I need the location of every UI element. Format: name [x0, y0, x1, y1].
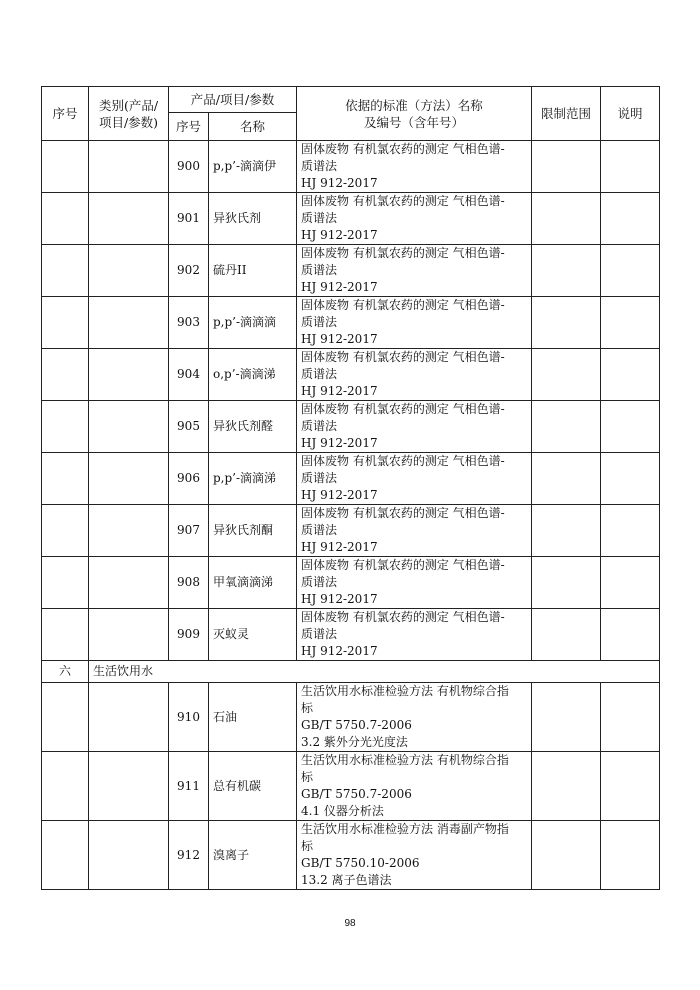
standard-line: 标	[301, 839, 314, 853]
standard-line: 固体废物 有机氯农药的测定 气相色谱-	[301, 142, 505, 156]
row-seq-cell	[42, 349, 89, 401]
item-standard	[297, 557, 532, 609]
item-standard	[297, 821, 532, 890]
standards-table	[41, 86, 660, 890]
item-name: p,p’-滴滴滴	[209, 297, 297, 349]
item-number: 908	[169, 557, 209, 609]
item-name: 石油	[209, 683, 297, 752]
item-standard	[297, 683, 532, 752]
row-category-cell	[89, 141, 169, 193]
standard-line: HJ 912-2017	[301, 176, 378, 190]
item-limit	[532, 821, 601, 890]
row-seq-cell	[42, 557, 89, 609]
item-standard	[297, 297, 532, 349]
table-row	[42, 752, 660, 821]
item-limit	[532, 349, 601, 401]
item-name: 灭蚁灵	[209, 609, 297, 661]
item-standard	[297, 752, 532, 821]
standard-line: HJ 912-2017	[301, 488, 378, 502]
item-note	[601, 245, 660, 297]
item-number: 905	[169, 401, 209, 453]
row-category-cell	[89, 193, 169, 245]
standard-line: HJ 912-2017	[301, 644, 378, 658]
row-seq-cell	[42, 821, 89, 890]
row-seq-cell	[42, 297, 89, 349]
item-number: 906	[169, 453, 209, 505]
standard-line: 4.1 仪器分析法	[301, 804, 384, 818]
table-row	[42, 349, 660, 401]
item-number: 903	[169, 297, 209, 349]
row-category-cell	[89, 245, 169, 297]
item-note	[601, 752, 660, 821]
item-limit	[532, 505, 601, 557]
standard-line: 3.2 紫外分光光度法	[301, 735, 408, 749]
standard-line: 固体废物 有机氯农药的测定 气相色谱-	[301, 298, 505, 312]
standard-line: 固体废物 有机氯农药的测定 气相色谱-	[301, 402, 505, 416]
row-seq-cell	[42, 401, 89, 453]
header-product-group: 产品/项目/参数	[169, 87, 297, 113]
standard-line: 标	[301, 701, 314, 715]
header-category: 类别(产品/项目/参数)	[89, 87, 169, 141]
table-row	[42, 505, 660, 557]
item-number: 910	[169, 683, 209, 752]
standard-line: 固体废物 有机氯农药的测定 气相色谱-	[301, 454, 505, 468]
item-standard	[297, 453, 532, 505]
row-seq-cell	[42, 453, 89, 505]
item-name: 异狄氏剂酮	[209, 505, 297, 557]
table-row	[42, 297, 660, 349]
row-category-cell	[89, 821, 169, 890]
row-seq-cell	[42, 245, 89, 297]
item-number: 911	[169, 752, 209, 821]
row-category-cell	[89, 453, 169, 505]
item-note	[601, 609, 660, 661]
row-seq-cell	[42, 193, 89, 245]
page-number: 98	[344, 918, 356, 929]
standard-line: 固体废物 有机氯农药的测定 气相色谱-	[301, 558, 505, 572]
standard-line: HJ 912-2017	[301, 540, 378, 554]
item-note	[601, 505, 660, 557]
standard-line: HJ 912-2017	[301, 332, 378, 346]
item-standard	[297, 401, 532, 453]
standard-line: 质谱法	[301, 367, 338, 381]
row-seq-cell	[42, 609, 89, 661]
standard-line: 生活饮用水标准检验方法 有机物综合指	[301, 684, 509, 698]
item-note	[601, 193, 660, 245]
table-row	[42, 453, 660, 505]
row-seq-cell	[42, 141, 89, 193]
item-name: 异狄氏剂	[209, 193, 297, 245]
standard-line: 生活饮用水标准检验方法 消毒副产物指	[301, 822, 509, 836]
item-name: 硫丹II	[209, 245, 297, 297]
standard-line: 固体废物 有机氯农药的测定 气相色谱-	[301, 246, 505, 260]
standard-line: 质谱法	[301, 419, 338, 433]
item-name: 甲氧滴滴涕	[209, 557, 297, 609]
row-category-cell	[89, 349, 169, 401]
standard-line: GB/T 5750.7-2006	[301, 718, 412, 732]
item-number: 902	[169, 245, 209, 297]
item-number: 900	[169, 141, 209, 193]
item-name: p,p’-滴滴伊	[209, 141, 297, 193]
standard-line: 质谱法	[301, 211, 338, 225]
item-limit	[532, 193, 601, 245]
table-row	[42, 401, 660, 453]
item-note	[601, 401, 660, 453]
item-note	[601, 349, 660, 401]
item-limit	[532, 683, 601, 752]
item-limit	[532, 245, 601, 297]
item-standard	[297, 193, 532, 245]
item-standard	[297, 245, 532, 297]
standard-line: 标	[301, 770, 314, 784]
item-note	[601, 821, 660, 890]
item-note	[601, 557, 660, 609]
row-category-cell	[89, 609, 169, 661]
standard-line: GB/T 5750.7-2006	[301, 787, 412, 801]
item-limit	[532, 141, 601, 193]
table-row	[42, 683, 660, 752]
item-standard	[297, 349, 532, 401]
section-row	[42, 661, 660, 683]
row-seq-cell	[42, 505, 89, 557]
header-standard: 依据的标准（方法）名称 及编号（含年号）	[297, 87, 532, 141]
standard-line: 质谱法	[301, 263, 338, 277]
item-limit	[532, 297, 601, 349]
item-number: 909	[169, 609, 209, 661]
item-standard	[297, 505, 532, 557]
item-name: 总有机碳	[209, 752, 297, 821]
standard-line: HJ 912-2017	[301, 280, 378, 294]
standard-line: 质谱法	[301, 471, 338, 485]
table-row	[42, 609, 660, 661]
standard-line: 生活饮用水标准检验方法 有机物综合指	[301, 753, 509, 767]
item-number: 904	[169, 349, 209, 401]
item-number: 907	[169, 505, 209, 557]
standard-line: HJ 912-2017	[301, 384, 378, 398]
standard-line: 固体废物 有机氯农药的测定 气相色谱-	[301, 610, 505, 624]
row-seq-cell	[42, 752, 89, 821]
item-note	[601, 297, 660, 349]
item-standard	[297, 141, 532, 193]
table-row	[42, 245, 660, 297]
row-seq-cell	[42, 683, 89, 752]
standard-line: 固体废物 有机氯农药的测定 气相色谱-	[301, 506, 505, 520]
item-name: o,p’-滴滴涕	[209, 349, 297, 401]
header-limit: 限制范围	[532, 87, 601, 141]
header-sub-name: 名称	[209, 113, 297, 141]
standard-line: HJ 912-2017	[301, 592, 378, 606]
standard-line: GB/T 5750.10-2006	[301, 856, 420, 870]
header-note: 说明	[601, 87, 660, 141]
item-note	[601, 683, 660, 752]
row-category-cell	[89, 401, 169, 453]
item-number: 901	[169, 193, 209, 245]
standard-line: 固体废物 有机氯农药的测定 气相色谱-	[301, 194, 505, 208]
item-number: 912	[169, 821, 209, 890]
standard-line: HJ 912-2017	[301, 228, 378, 242]
header-sub-seq: 序号	[169, 113, 209, 141]
standard-line: 质谱法	[301, 159, 338, 173]
row-category-cell	[89, 557, 169, 609]
item-limit	[532, 453, 601, 505]
row-category-cell	[89, 505, 169, 557]
header-seq: 序号	[42, 87, 89, 141]
item-name: 溴离子	[209, 821, 297, 890]
item-name: p,p’-滴滴涕	[209, 453, 297, 505]
item-note	[601, 453, 660, 505]
standard-line: HJ 912-2017	[301, 436, 378, 450]
row-category-cell	[89, 297, 169, 349]
row-category-cell	[89, 683, 169, 752]
standard-line: 质谱法	[301, 575, 338, 589]
table-row	[42, 821, 660, 890]
item-note	[601, 141, 660, 193]
row-category-cell	[89, 752, 169, 821]
item-limit	[532, 401, 601, 453]
table-row	[42, 141, 660, 193]
item-limit	[532, 752, 601, 821]
section-title: 生活饮用水	[89, 661, 660, 683]
standard-line: 质谱法	[301, 315, 338, 329]
standard-line: 13.2 离子色谱法	[301, 873, 392, 887]
item-limit	[532, 557, 601, 609]
standard-line: 质谱法	[301, 523, 338, 537]
item-limit	[532, 609, 601, 661]
section-number: 六	[42, 661, 89, 683]
standard-line: 固体废物 有机氯农药的测定 气相色谱-	[301, 350, 505, 364]
table-row	[42, 193, 660, 245]
item-standard	[297, 609, 532, 661]
table-row	[42, 557, 660, 609]
standard-line: 质谱法	[301, 627, 338, 641]
item-name: 异狄氏剂醛	[209, 401, 297, 453]
